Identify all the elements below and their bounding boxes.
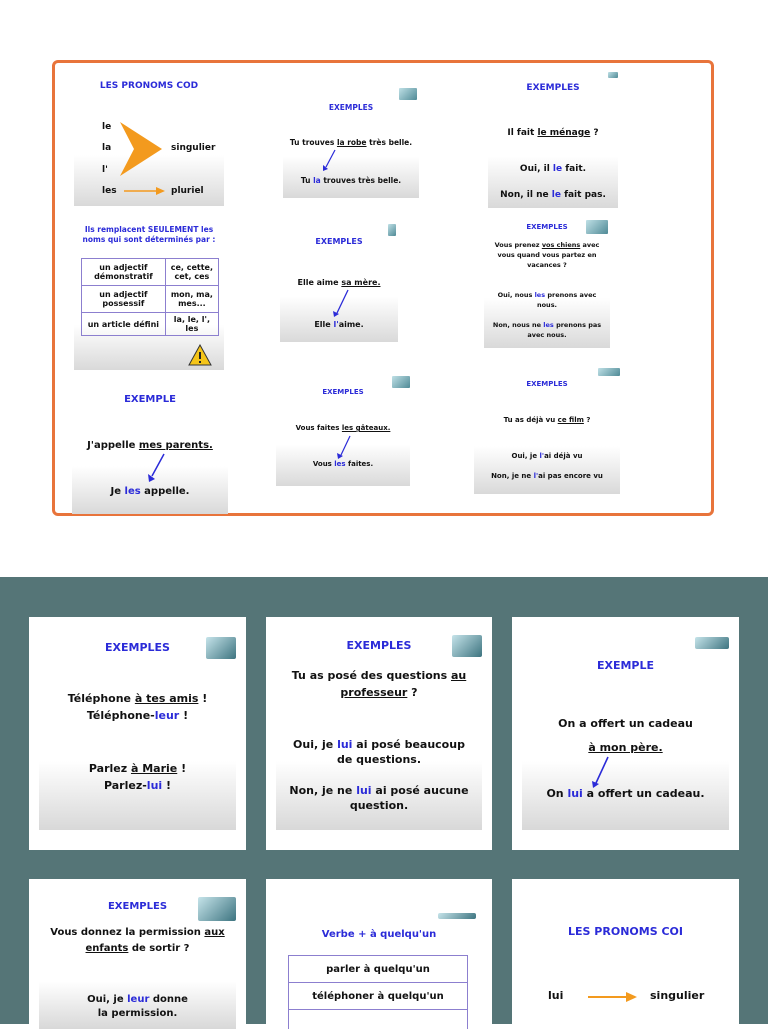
arrow-down-icon (321, 148, 337, 172)
slide-exemples-telephone (29, 617, 246, 850)
text: Oui, nous (498, 291, 535, 299)
example-sentence (72, 440, 228, 451)
underlined-text: la robe (337, 138, 367, 147)
text: Oui, je (512, 452, 540, 460)
text: très belle. (367, 138, 413, 147)
text: vous quand vous partez en (484, 250, 610, 260)
text: ai posé aucune (372, 784, 469, 797)
slide-title: EXEMPLE (72, 394, 228, 405)
example-yes (276, 737, 482, 767)
table-cell: un article défini (82, 313, 166, 336)
slide-exemple-parents (72, 388, 228, 514)
text: ai posé beaucoup (352, 738, 465, 751)
table-cell: un adjectif possessif (82, 286, 166, 313)
text: Parlez (89, 762, 131, 775)
pronoun-highlight: le (553, 164, 562, 174)
text: Non, nous ne (493, 321, 543, 329)
slide-content (276, 627, 482, 830)
text: Vous faites (296, 424, 342, 432)
text: Téléphone (68, 692, 135, 705)
slide-title: EXEMPLES (488, 83, 618, 93)
table-row (82, 259, 219, 286)
slide-title: EXEMPLES (39, 901, 236, 912)
slide-title: Verbe + à quelqu'un (276, 929, 482, 940)
slide-title-line1: Ils remplacent SEULEMENT les (74, 225, 224, 234)
example-line (39, 762, 236, 775)
label-singulier: singulier (171, 143, 215, 153)
table-row (289, 1010, 468, 1029)
text: ai pas encore vu (538, 472, 603, 480)
example-sentence (283, 138, 419, 147)
table-row (289, 983, 468, 1010)
underlined-text: les gâteaux. (342, 424, 390, 432)
slide-title: EXEMPLES (283, 103, 419, 112)
thumbnail-icon (399, 88, 417, 100)
thumbnail-icon (438, 913, 476, 919)
slide-title: EXEMPLES (276, 388, 410, 396)
slide-title: EXEMPLE (522, 659, 729, 672)
text: ? (407, 686, 417, 699)
example-line (39, 709, 236, 722)
text: a offert un cadeau. (583, 787, 705, 800)
slide-determinants (74, 220, 224, 370)
slide-exemple-chiens (484, 216, 610, 348)
text: prenons pas (554, 321, 601, 329)
text: Téléphone- (87, 709, 155, 722)
underlined-text: vos chiens (542, 241, 580, 249)
example-answer (522, 787, 729, 800)
slide-content (39, 889, 236, 1029)
example-sentence (280, 278, 398, 287)
example-answer (276, 460, 410, 468)
slide-title: LES PRONOMS COD (74, 81, 224, 91)
slide-exemples-professeur (266, 617, 492, 850)
bottom-section (0, 577, 768, 1024)
table-cell: ce, cette, cet, ces (165, 259, 218, 286)
slide-exemple-mere (280, 222, 398, 342)
text: ! (179, 709, 188, 722)
slide-content (522, 627, 729, 830)
label-singulier: singulier (650, 989, 704, 1002)
text: Je (111, 486, 125, 497)
text: Tu (301, 176, 313, 185)
text: la permission. (39, 1007, 236, 1021)
arrow-right-icon (124, 186, 166, 196)
example-question (474, 416, 620, 424)
underlined-text: sa mère. (341, 278, 380, 287)
slide-verbe-a-quelquun (266, 879, 492, 1029)
text: de questions. (276, 752, 482, 767)
text: de sortir ? (128, 943, 189, 954)
slide-content (39, 627, 236, 830)
pronoun-le: le (102, 122, 111, 132)
warning-icon (188, 344, 212, 366)
text: ai déjà vu (544, 452, 582, 460)
example-question (39, 925, 236, 957)
thumbnail-icon (695, 637, 729, 649)
thumbnail-icon (608, 72, 618, 78)
example-no (474, 472, 620, 480)
example-line: On a offert un cadeau (522, 717, 729, 730)
slide-title: EXEMPLES (280, 237, 398, 246)
table-cell (289, 1010, 468, 1029)
example-answer (72, 486, 228, 497)
underlined-text: le ménage (537, 128, 590, 138)
arrow-down-icon (336, 434, 352, 460)
example-yes (484, 290, 610, 310)
example-no (276, 783, 482, 813)
example-answer (283, 176, 419, 185)
table-row (289, 956, 468, 983)
text: fait. (562, 164, 586, 174)
pronoun-highlight: lui (356, 784, 371, 797)
text: prenons avec (545, 291, 596, 299)
arrow-right-icon (588, 991, 638, 1003)
arrow-down-icon (146, 452, 168, 482)
underlined-text: à mon père. (522, 741, 729, 754)
arrow-down-icon (590, 755, 612, 789)
table-cell: téléphoner à quelqu'un (289, 983, 468, 1010)
text: Non, je ne (289, 784, 356, 797)
example-no (484, 320, 610, 340)
example-question (484, 240, 610, 270)
slide-pronoms-cod (74, 72, 224, 206)
text: ! (177, 762, 186, 775)
slide-content (276, 889, 482, 1029)
table-row (82, 313, 219, 336)
underlined-text: à tes amis (135, 692, 199, 705)
text: question. (276, 798, 482, 813)
text: On (546, 787, 567, 800)
label-pluriel: pluriel (171, 186, 204, 196)
example-question (276, 667, 482, 701)
example-question (488, 128, 618, 138)
text: Oui, je (87, 994, 127, 1005)
text: aime. (339, 320, 364, 329)
text: donne (149, 994, 188, 1005)
pronoun-highlight: l' (534, 472, 539, 480)
text: avec nous. (484, 330, 610, 340)
slide-exemple-gateaux (276, 376, 410, 486)
pronoun-la: la (102, 143, 111, 153)
text: Il fait (507, 128, 537, 138)
text: ? (584, 416, 591, 424)
slide-exemple-robe (283, 88, 419, 198)
underlined-text: enfants (86, 943, 129, 954)
example-answer (280, 320, 398, 329)
slide-content (522, 889, 729, 1029)
underlined-text: aux (204, 927, 224, 938)
pronoun-highlight: la (313, 176, 321, 185)
text: trouves très belle. (321, 176, 401, 185)
text: appelle. (141, 486, 190, 497)
slide-exemple-film (474, 368, 620, 494)
thumbnail-icon (392, 376, 410, 388)
pronoun-highlight: lui (147, 779, 162, 792)
text: vacances ? (484, 260, 610, 270)
text: Elle aime (298, 278, 342, 287)
text: Oui, il (520, 164, 553, 174)
example-no (488, 190, 618, 200)
text: Tu as déjà vu (504, 416, 558, 424)
slide-exemple-menage (488, 72, 618, 208)
example-yes (488, 164, 618, 174)
slide-exemples-permission (29, 879, 246, 1029)
chevron-arrow-icon (120, 122, 162, 176)
table-cell: mon, ma, mes... (165, 286, 218, 313)
text: avec (580, 241, 599, 249)
table-cell: la, le, l', les (165, 313, 218, 336)
text: ! (198, 692, 207, 705)
slide-pronoms-coi (512, 879, 739, 1029)
pronoun-highlight: les (535, 291, 546, 299)
pronoun-les: les (102, 186, 117, 196)
underlined-text: ce film (558, 416, 584, 424)
text: Vous (313, 460, 334, 468)
slide-title: EXEMPLES (276, 639, 482, 652)
text: Oui, je (293, 738, 337, 751)
text: faites. (346, 460, 374, 468)
underlined-text: mes parents. (139, 440, 213, 451)
text: Vous donnez la permission (50, 927, 204, 938)
text: fait pas. (561, 190, 606, 200)
pronoun-highlight: lui (337, 738, 352, 751)
pronoun-l: l' (102, 165, 108, 175)
verbs-table (288, 955, 468, 1029)
thumbnail-icon (598, 368, 620, 376)
text: ! (162, 779, 171, 792)
slide-title: EXEMPLES (39, 641, 236, 654)
example-yes (474, 452, 620, 460)
text: Tu as posé des questions (292, 669, 451, 682)
pronoun-highlight: le (552, 190, 561, 200)
table-cell: un adjectif démonstratif (82, 259, 166, 286)
slide-title: EXEMPLES (474, 380, 620, 388)
text: ? (590, 128, 598, 138)
example-line (39, 779, 236, 792)
text: Elle (314, 320, 333, 329)
pronoun-highlight: l' (540, 452, 545, 460)
pronoun-highlight: lui (567, 787, 582, 800)
pronoun-lui: lui (548, 989, 563, 1002)
slide-title: EXEMPLES (484, 223, 610, 231)
text: Non, je ne (491, 472, 534, 480)
pronoun-highlight: leur (155, 709, 180, 722)
pronoun-highlight: les (125, 486, 141, 497)
text: Tu trouves (290, 138, 337, 147)
underlined-text: au (451, 669, 466, 682)
pronoun-highlight: leur (127, 994, 149, 1005)
text: Vous prenez (495, 241, 542, 249)
slide-exemple-pere (512, 617, 739, 850)
slide-title: LES PRONOMS COI (522, 925, 729, 938)
pronoun-highlight: les (334, 460, 345, 468)
text: nous. (484, 300, 610, 310)
example-yes (39, 993, 236, 1021)
example-line (39, 692, 236, 705)
pronoun-highlight: l' (334, 320, 339, 329)
table-cell: parler à quelqu'un (289, 956, 468, 983)
slide-title-line2: noms qui sont déterminés par : (74, 235, 224, 244)
underlined-text: à Marie (131, 762, 177, 775)
pronoun-highlight: les (543, 321, 554, 329)
text: Non, il ne (500, 190, 552, 200)
example-sentence (276, 424, 410, 432)
arrow-down-icon (332, 288, 350, 318)
determinants-table (81, 258, 219, 336)
text: J'appelle (87, 440, 139, 451)
table-row (82, 286, 219, 313)
underlined-text: professeur (340, 686, 407, 699)
text: Parlez- (104, 779, 147, 792)
thumbnail-icon (388, 224, 396, 236)
